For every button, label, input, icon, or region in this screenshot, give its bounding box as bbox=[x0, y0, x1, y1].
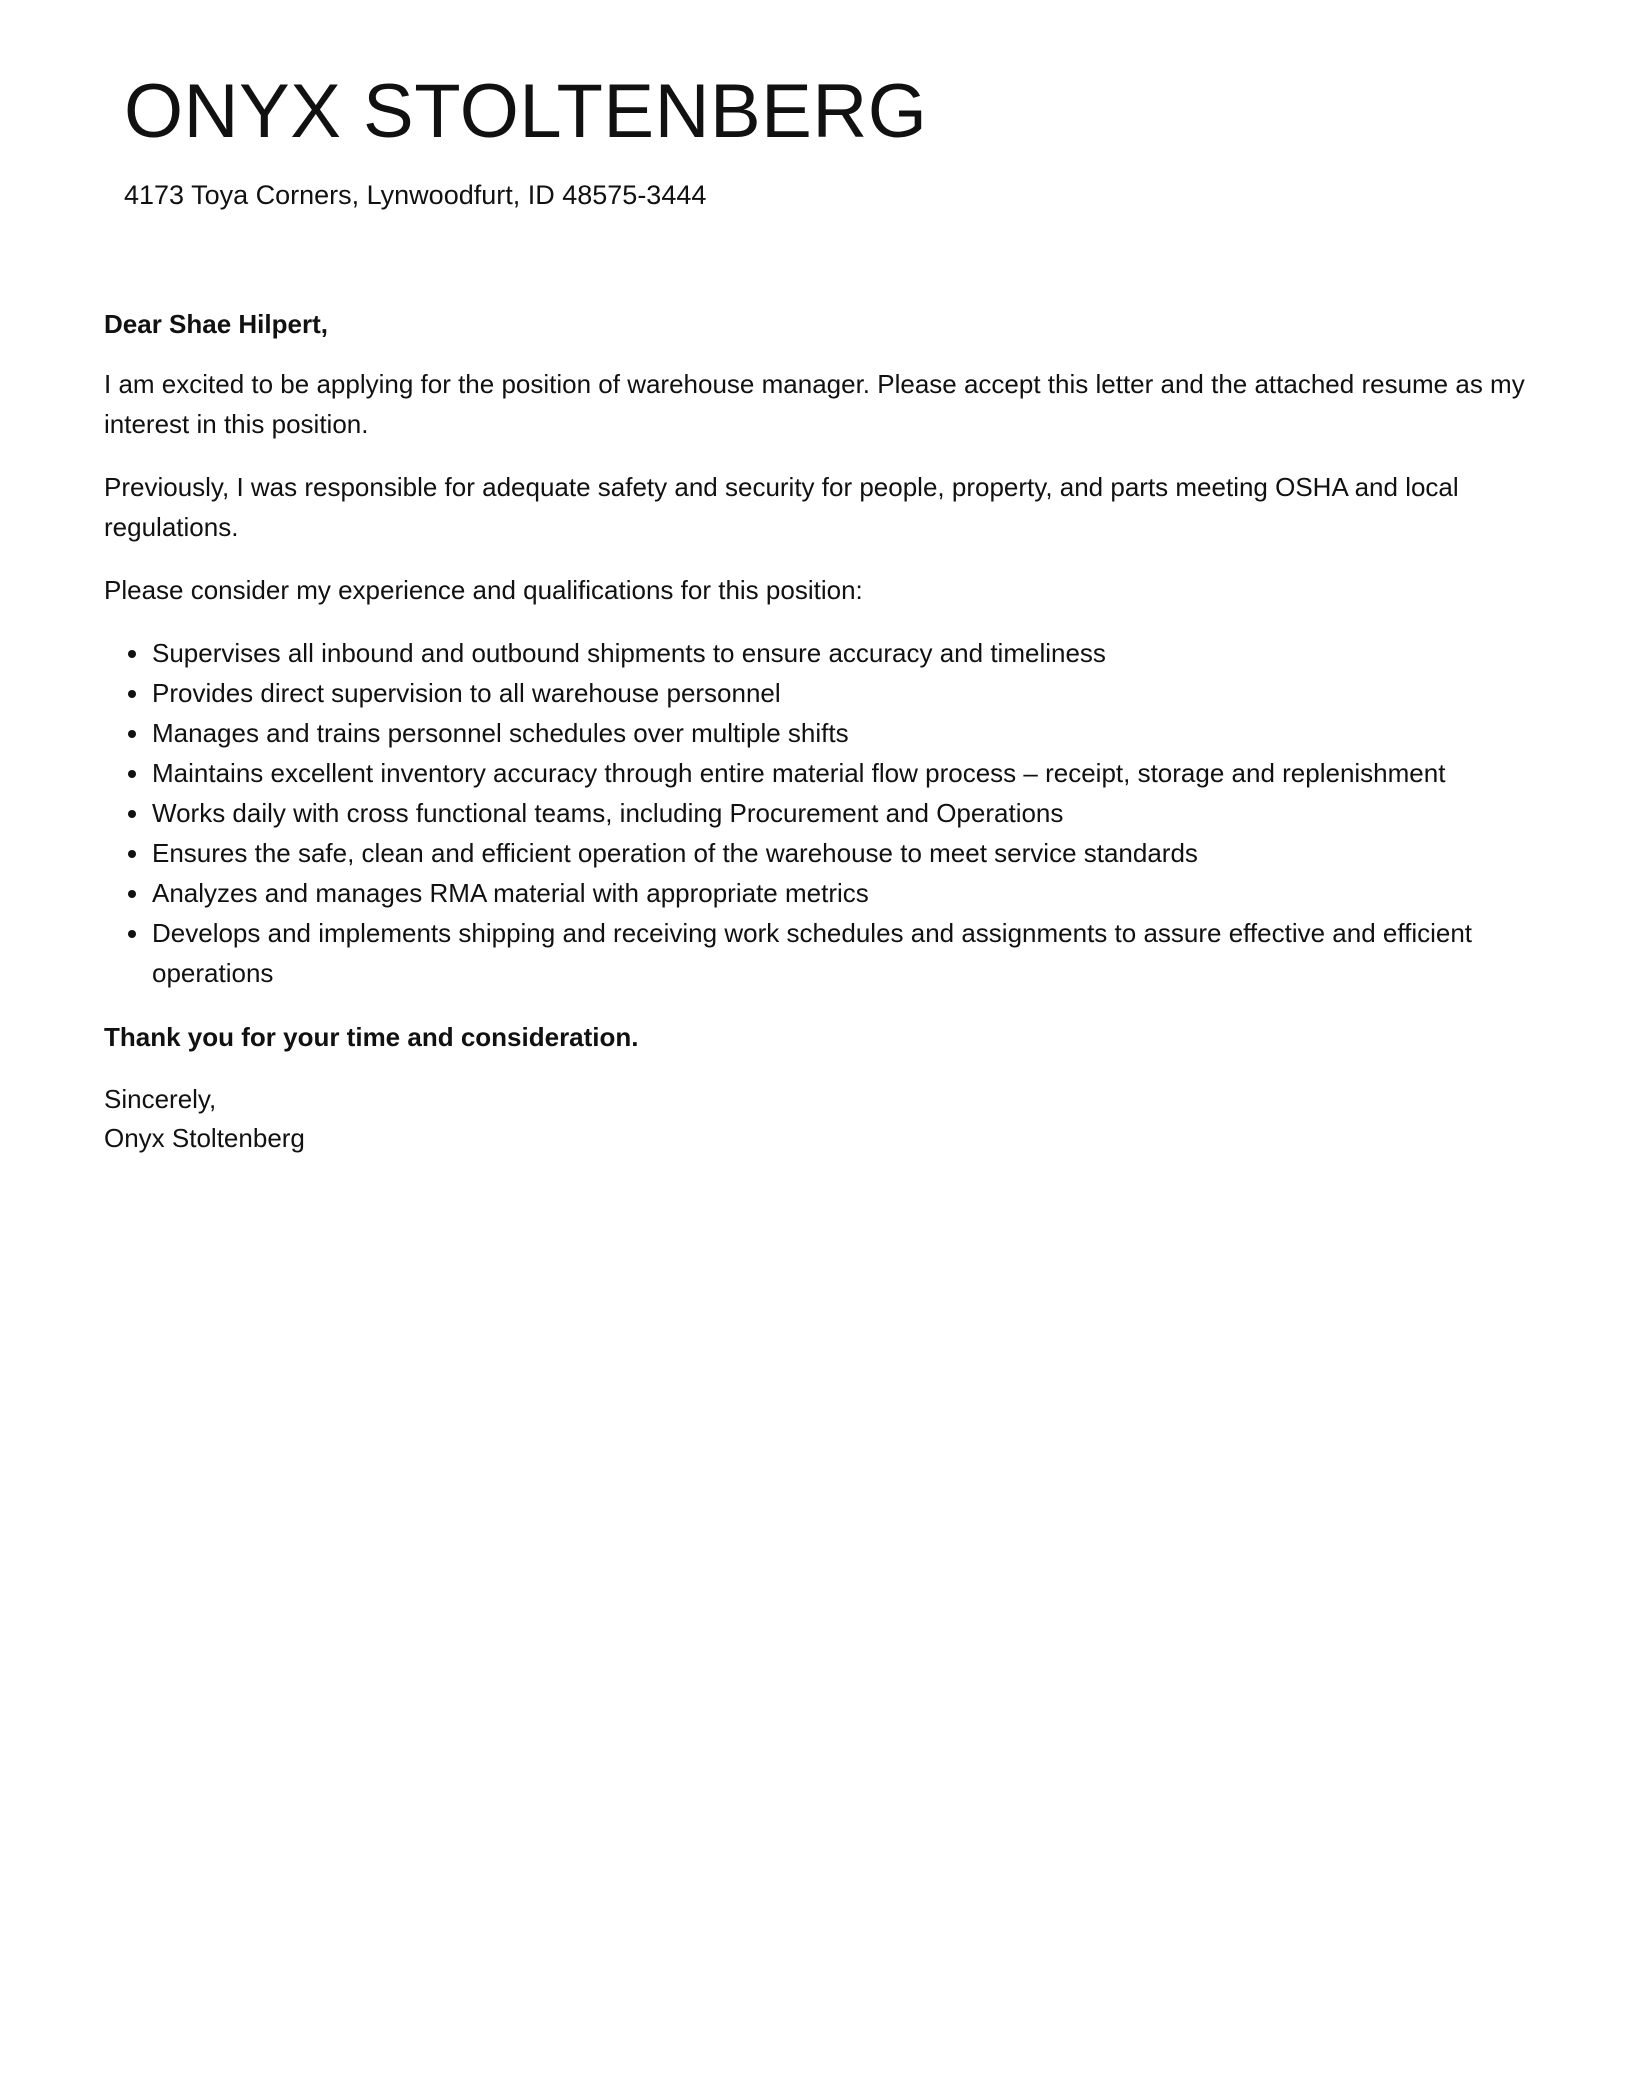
list-item: Works daily with cross functional teams, including Procurement and Operations bbox=[152, 793, 1528, 833]
list-item: Manages and trains personnel schedules over multiple shifts bbox=[152, 713, 1528, 753]
salutation: Dear Shae Hilpert, bbox=[104, 309, 328, 339]
list-item: Develops and implements shipping and receiving work schedules and assignments to assure effective and efficient operations bbox=[152, 913, 1528, 993]
applicant-name: ONYX STOLTENBERG bbox=[124, 69, 928, 154]
signoff: Sincerely, bbox=[104, 1084, 217, 1114]
closing-line: Thank you for your time and consideration. bbox=[104, 1022, 639, 1052]
signature-name: Onyx Stoltenberg bbox=[104, 1123, 305, 1153]
applicant-address: 4173 Toya Corners, Lynwoodfurt, ID 48575-3444 bbox=[124, 179, 707, 210]
list-item: Ensures the safe, clean and efficient operation of the warehouse to meet service standards bbox=[152, 833, 1528, 873]
list-item: Maintains excellent inventory accuracy through entire material flow process – receipt, storage and replenishment bbox=[152, 753, 1528, 793]
list-item: Supervises all inbound and outbound shipments to ensure accuracy and timeliness bbox=[152, 633, 1528, 673]
letter-body bbox=[104, 304, 1528, 1158]
list-item: Provides direct supervision to all warehouse personnel bbox=[152, 673, 1528, 713]
experience-paragraph: Previously, I was responsible for adequate safety and security for people, property, and parts meeting OSHA and local regulations. bbox=[104, 472, 1459, 542]
list-item: Analyzes and manages RMA material with appropriate metrics bbox=[152, 873, 1528, 913]
qualifications-lead-in: Please consider my experience and qualifications for this position: bbox=[104, 575, 863, 605]
intro-paragraph: I am excited to be applying for the position of warehouse manager. Please accept this letter and the attached resume as my interest in this position. bbox=[104, 369, 1525, 439]
qualifications-list bbox=[104, 633, 1528, 993]
letter-header bbox=[124, 70, 1528, 213]
